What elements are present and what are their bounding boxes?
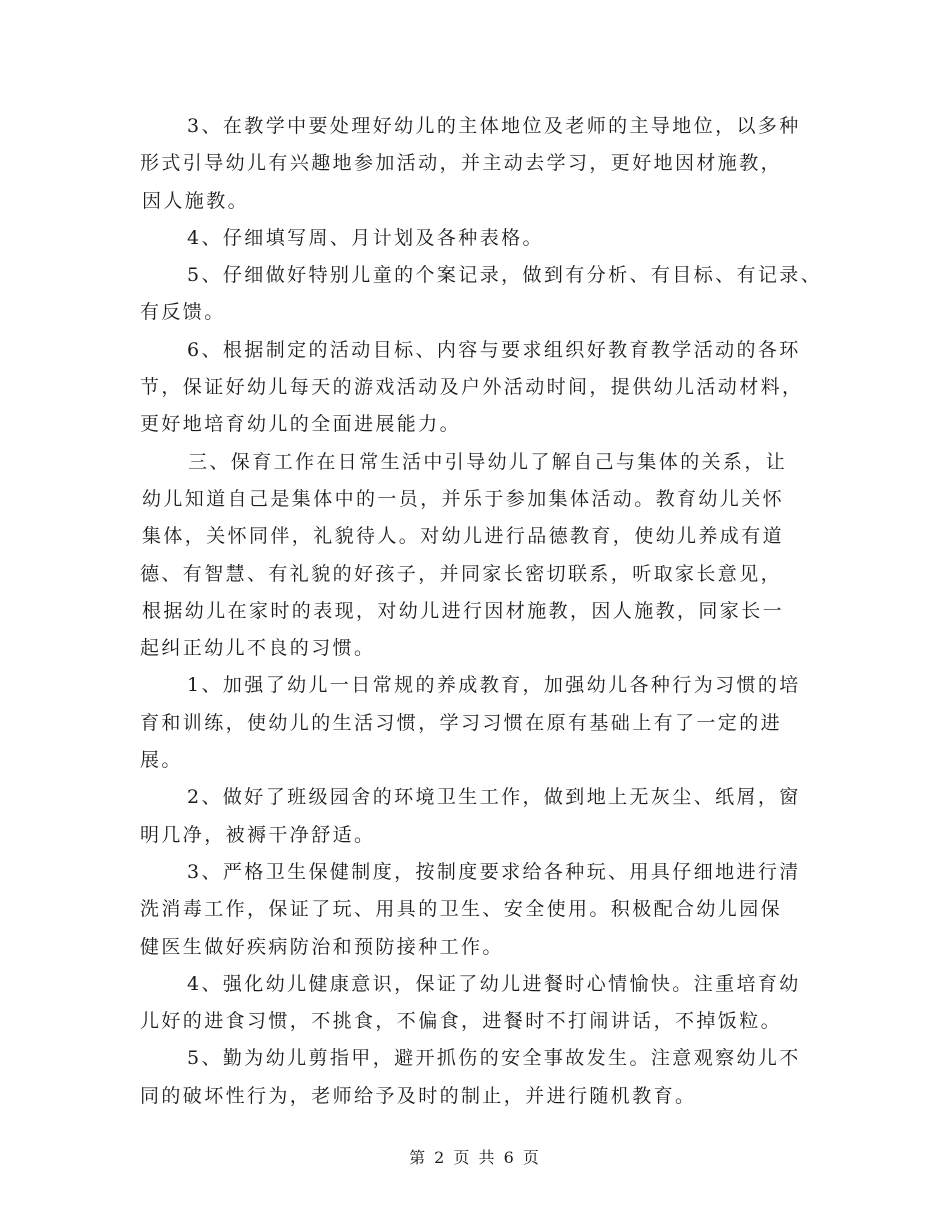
paragraph-line: 4、仔细填写周、月计划及各种表格。 bbox=[187, 226, 544, 249]
paragraph-line: 节，保证好幼儿每天的游戏活动及户外活动时间，提供幼儿活动材料， bbox=[140, 376, 804, 399]
paragraph-line: 展。 bbox=[140, 749, 183, 772]
document-body bbox=[140, 108, 830, 1115]
paragraph-line: 有反馈。 bbox=[140, 301, 226, 324]
paragraph-line: 4、强化幼儿健康意识，保证了幼儿进餐时心情愉快。注重培育幼 bbox=[187, 972, 801, 995]
paragraph-line: 同的破坏性行为，老师给予及时的制止，并进行随机教育。 bbox=[140, 1084, 697, 1107]
paragraph-line: 3、严格卫生保健制度，按制度要求给各种玩、用具仔细地进行清 bbox=[187, 860, 801, 883]
paragraph-line: 幼儿知道自己是集体中的一员，并乐于参加集体活动。教育幼儿关怀 bbox=[142, 487, 785, 510]
paragraph-line: 洗消毒工作，保证了玩、用具的卫生、安全使用。积极配合幼儿园保 bbox=[140, 898, 783, 921]
paragraph-line: 形式引导幼儿有兴趣地参加活动，并主动去学习，更好地因材施教， bbox=[140, 152, 783, 175]
paragraph-line: 儿好的进食习惯，不挑食，不偏食，进餐时不打闹讲话，不掉饭粒。 bbox=[140, 1010, 783, 1033]
page-number-footer: 第 2 页 共 6 页 bbox=[409, 1148, 541, 1167]
paragraph-line: 更好地培育幼儿的全面进展能力。 bbox=[140, 413, 462, 436]
section-heading-line: 三、保育工作在日常生活中引导幼儿了解自己与集体的关系，让 bbox=[188, 450, 788, 473]
paragraph-line: 德、有智慧、有礼貌的好孩子，并同家长密切联系，听取家长意见， bbox=[140, 562, 783, 585]
paragraph-line: 5、仔细做好特别儿童的个案记录，做到有分析、有目标、有记录、 bbox=[187, 264, 823, 287]
paragraph-line: 5、勤为幼儿剪指甲，避开抓伤的安全事故发生。注意观察幼儿不 bbox=[187, 1047, 801, 1070]
paragraph-line: 明几净，被褥干净舒适。 bbox=[140, 823, 376, 846]
paragraph-line: 6、根据制定的活动目标、内容与要求组织好教育教学活动的各环 bbox=[187, 338, 801, 361]
paragraph-line: 3、在教学中要处理好幼儿的主体地位及老师的主导地位，以多种 bbox=[187, 115, 801, 137]
paragraph-line: 2、做好了班级园舍的环境卫生工作，做到地上无灰尘、纸屑，窗 bbox=[187, 786, 801, 809]
paragraph-line: 因人施教。 bbox=[142, 189, 250, 212]
paragraph-line: 育和训练，使幼儿的生活习惯，学习习惯在原有基础上有了一定的进 bbox=[140, 711, 783, 734]
paragraph-line: 起纠正幼儿不良的习惯。 bbox=[140, 637, 376, 660]
paragraph-line: 根据幼儿在家时的表现，对幼儿进行因材施教，因人施教，同家长一 bbox=[142, 599, 785, 622]
paragraph-line: 健医生做好疾病防治和预防接种工作。 bbox=[140, 935, 504, 958]
paragraph-line: 1、加强了幼儿一日常规的养成教育，加强幼儿各种行为习惯的培 bbox=[187, 674, 801, 697]
paragraph-line: 集体，关怀同伴，礼貌待人。对幼儿进行品德教育，使幼儿养成有道 bbox=[142, 525, 785, 548]
